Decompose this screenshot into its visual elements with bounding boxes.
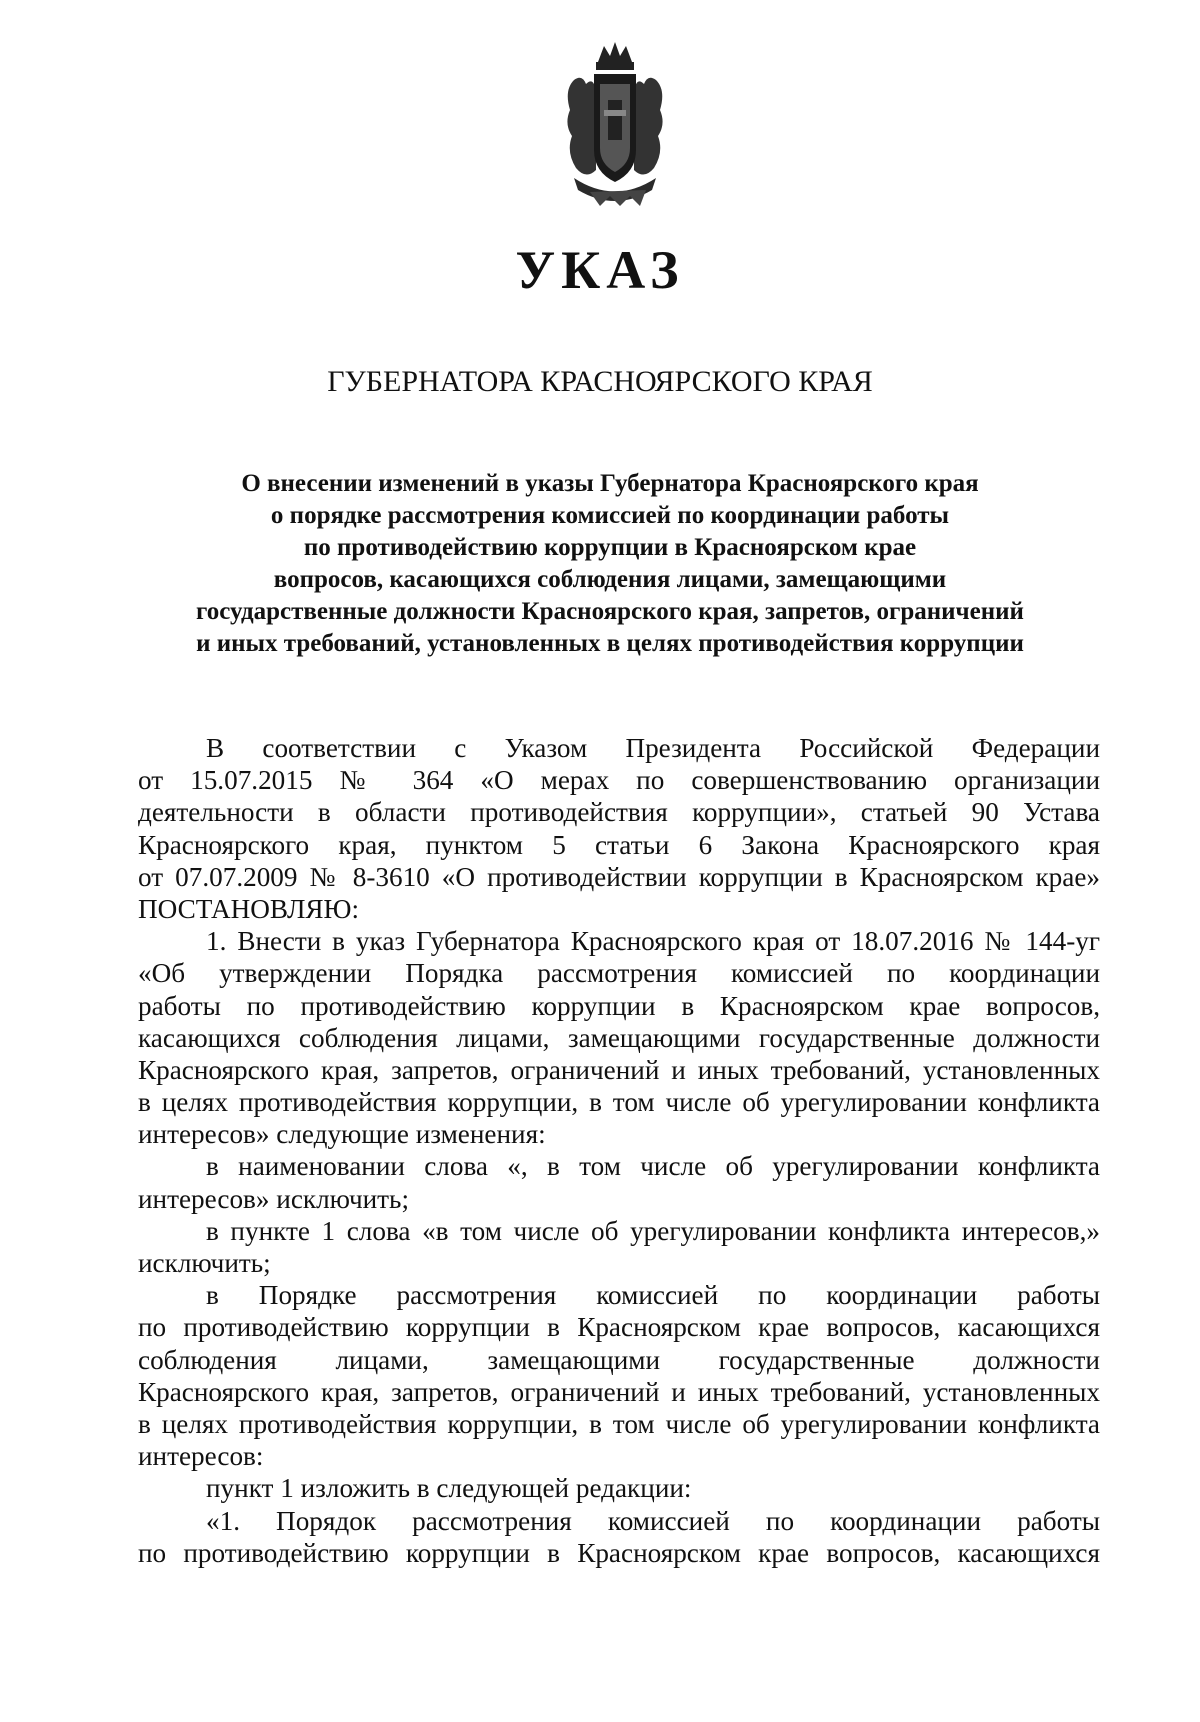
body-line: Красноярского края, запретов, ограничений и иных требований, установленных [138,1376,1100,1407]
document-title: УКАЗ [515,240,685,300]
body-line: интересов: [138,1441,264,1472]
body-line: интересов» следующие изменения: [138,1119,546,1150]
heading-line: государственные должности Красноярского края, запретов, ограничений [196,598,1024,625]
body-line: в Порядке рассмотрения комиссией по координации работы [206,1280,1100,1311]
document-subtitle: ГУБЕРНАТОРА КРАСНОЯРСКОГО КРАЯ [327,365,873,398]
body-line: деятельности в области противодействия коррупции», статьей 90 Устава [138,797,1100,828]
heading-line: по противодействию коррупции в Красноярском крае [303,534,917,561]
heading-line: и иных требований, установленных в целях противодействия коррупции [196,630,1024,657]
body-line: Красноярского края, пунктом 5 статьи 6 Закона Красноярского края [138,829,1100,860]
coat-of-arms-icon [560,40,670,210]
body-line: «1. Порядок рассмотрения комиссией по координации работы [206,1505,1100,1536]
body-line: работы по противодействию коррупции в Красноярском крае вопросов, [138,990,1100,1021]
body-line: интересов» исключить; [138,1183,409,1214]
body-line: исключить; [138,1248,271,1278]
heading-line: о порядке рассмотрения комиссией по координации работы [270,502,950,529]
body-line: соблюдения лицами, замещающими государственные должности [138,1344,1100,1375]
body-line: пункт 1 изложить в следующей редакции: [206,1473,692,1504]
document-body [138,732,1100,1569]
body-line: по противодействию коррупции в Красноярском крае вопросов, касающихся [138,1537,1100,1568]
document-heading [130,468,1090,660]
body-line: в целях противодействия коррупции, в том числе об урегулировании конфликта [138,1408,1100,1439]
body-line: по противодействию коррупции в Красноярском крае вопросов, касающихся [138,1312,1100,1343]
heading-line: вопросов, касающихся соблюдения лицами, замещающими [273,566,947,593]
body-line: касающихся соблюдения лицами, замещающими государственные должности [138,1022,1100,1053]
body-line: от 15.07.2015 № 364 «О мерах по совершенствованию организации [138,765,1100,796]
body-line: ПОСТАНОВЛЯЮ: [138,893,360,924]
heading-line: О внесении изменений в указы Губернатора Красноярского края [241,470,979,497]
body-line: В соответствии с Указом Президента Российской Федерации [206,733,1100,763]
body-line: в наименовании слова «, в том числе об урегулировании конфликта [206,1151,1100,1182]
body-line: в целях противодействия коррупции, в том числе об урегулировании конфликта [138,1087,1100,1118]
body-line: «Об утверждении Порядка рассмотрения комиссией по координации [138,958,1100,989]
body-line: Красноярского края, запретов, ограничений и иных требований, установленных [138,1054,1100,1085]
body-line: 1. Внести в указ Губернатора Красноярского края от 18.07.2016 № 144-уг [206,926,1100,957]
body-line: в пункте 1 слова «в том числе об урегулировании конфликта интересов,» [206,1215,1100,1246]
body-line: от 07.07.2009 № 8-3610 «О противодействии коррупции в Красноярском крае» [138,861,1100,892]
